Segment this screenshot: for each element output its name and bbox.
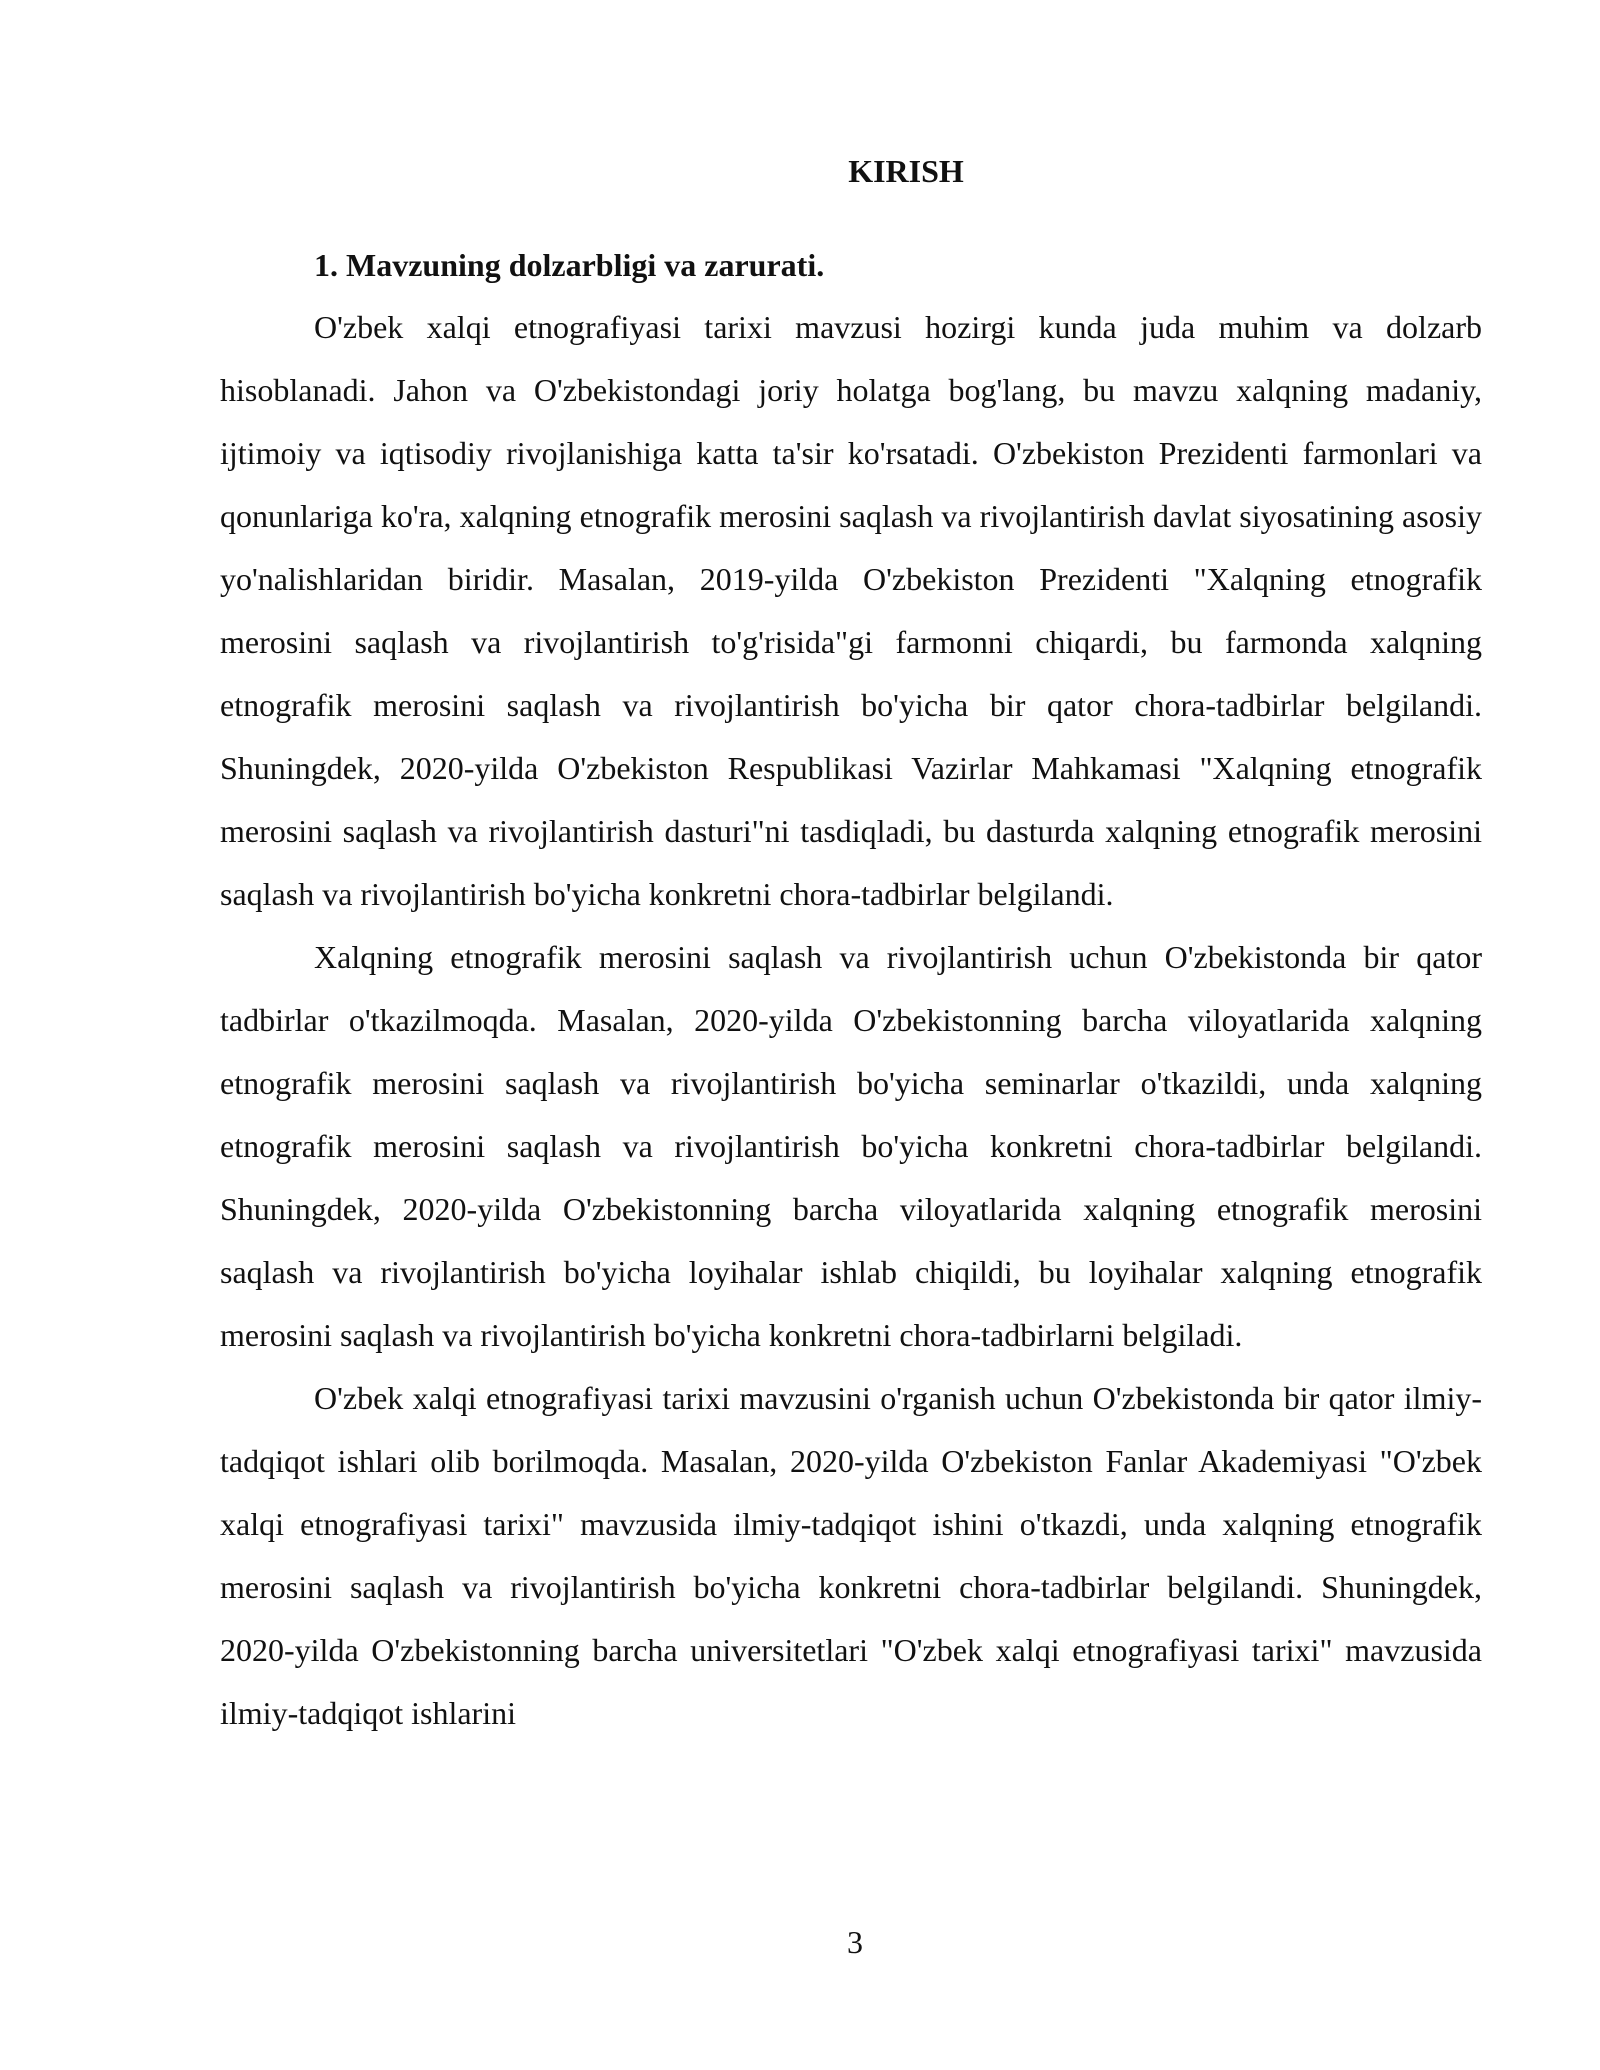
page-number: 3 bbox=[847, 1924, 863, 1960]
paragraph-1: O'zbek xalqi etnografiyasi tarixi mavzusi hozirgi kunda juda muhim va dolzarb hisoblanadi. Jahon va O'zbekistondagi joriy holatga bog'lang, bu mavzu xalqning madaniy, ijtimoiy va iqtisodiy rivojlanishiga katta ta'sir ko'rsatadi. O'zbekiston Prezidenti farmonlari va qonunlariga ko'ra, xalqning etnografik merosini saqlash va rivojlantirish davlat siyosatining asosiy yo'nalishlaridan biridir. Masalan, 2019-yilda O'zbekiston Prezidenti "Xalqning etnografik merosini saqlash va rivojlantirish to'g'risida"gi farmonni chiqardi, bu farmonda xalqning etnografik merosini saqlash va rivojlantirish bo'yicha bir qator chora-tadbirlar belgilandi. Shuningdek, 2020-yilda O'zbekiston Respublikasi Vazirlar Mahkamasi "Xalqning etnografik merosini saqlash va rivojlantirish dasturi"ni tasdiqladi, bu dasturda xalqning etnografik merosini saqlash va rivojlantirish bo'yicha konkretni chora-tadbirlar belgilandi. bbox=[220, 309, 1482, 912]
paragraph-2: Xalqning etnografik merosini saqlash va rivojlantirish uchun O'zbekistonda bir qator tadbirlar o'tkazilmoqda. Masalan, 2020-yilda O'zbekistonning barcha viloyatlarida xalqning etnografik merosini saqlash va rivojlantirish bo'yicha seminarlar o'tkazildi, unda xalqning etnografik merosini saqlash va rivojlantirish bo'yicha konkretni chora-tadbirlar belgilandi. Shuningdek, 2020-yilda O'zbekistonning barcha viloyatlarida xalqning etnografik merosini saqlash va rivojlantirish bo'yicha loyihalar ishlab chiqildi, bu loyihalar xalqning etnografik merosini saqlash va rivojlantirish bo'yicha konkretni chora-tadbirlarni belgiladi. bbox=[220, 939, 1482, 1353]
section-heading: 1. Mavzuning dolzarbligi va zarurati. bbox=[314, 247, 825, 283]
page-content bbox=[220, 140, 1482, 1745]
paragraph-3: O'zbek xalqi etnografiyasi tarixi mavzusini o'rganish uchun O'zbekistonda bir qator ilmiy-tadqiqot ishlari olib borilmoqda. Masalan, 2020-yilda O'zbekiston Fanlar Akademiyasi "O'zbek xalqi etnografiyasi tarixi" mavzusida ilmiy-tadqiqot ishini o'tkazdi, unda xalqning etnografik merosini saqlash va rivojlantirish bo'yicha konkretni chora-tadbirlar belgilandi. Shuningdek, 2020-yilda O'zbekistonning barcha universitetlari "O'zbek xalqi etnografiyasi tarixi" mavzusida ilmiy-tadqiqot ishlarini bbox=[220, 1380, 1482, 1731]
page-title: KIRISH bbox=[848, 153, 964, 189]
